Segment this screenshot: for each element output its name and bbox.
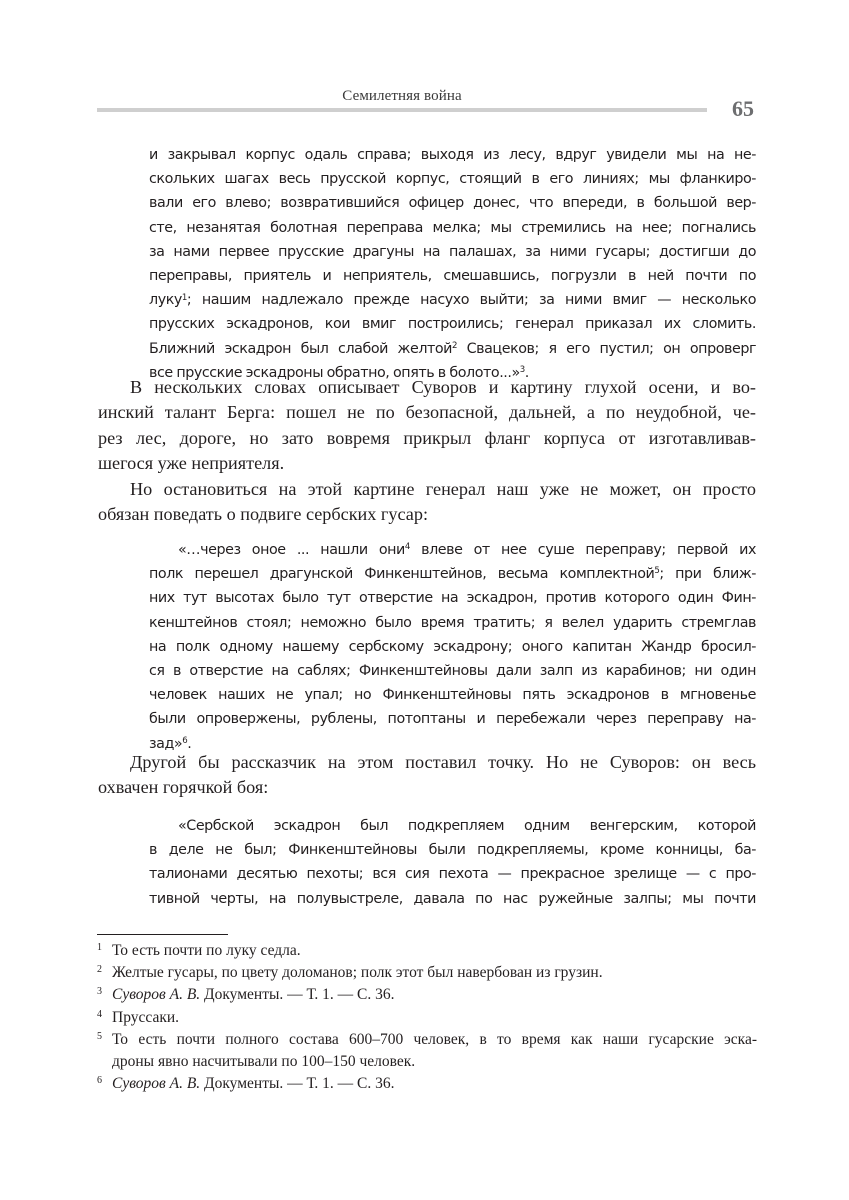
footnote-4 <box>97 1007 757 1029</box>
paragraph-line: обязан поведать о подвиге сербских гусар: <box>98 504 429 525</box>
footnote-number: 6 <box>97 1075 102 1087</box>
quote-line: на полк одному нашему сербскому эскадрону; оного капитан Жандр бросил- <box>149 638 756 655</box>
quote-line: вали его влево; возвратившийся офицер донес, что впереди, в большой вер- <box>149 195 756 212</box>
quote-line: прусских эскадронов, кои вмиг построились; генерал приказал их сломить. <box>149 316 756 333</box>
paragraph-line: В нескольких словах описывает Суворов и картину глухой осени, и во- <box>130 377 756 397</box>
quote-line: переправы, приятель и неприятель, смешавшись, погрузли в ней почти по <box>149 268 756 285</box>
footnote-number: 5 <box>97 1030 102 1042</box>
footnote-text: То есть почти полного состава 600–700 человек, в то время как наши гусарские эска- <box>112 1030 757 1048</box>
quote-line: кенштейнов стоял; неможно было время тратить; я велел ударить стремглав <box>149 614 756 631</box>
footnote-author: Суворов А. В. <box>112 1075 201 1093</box>
footnote-5 <box>97 1029 757 1073</box>
quote-line: тивной черты, на полувыстреле, давала по нас ружейные залпы; мы почти <box>149 890 756 907</box>
quote-line: «Сербской эскадрон был подкрепляем одним венгерским, которой <box>178 818 756 834</box>
footnote-1 <box>97 940 757 962</box>
quote-line: них тут высотах было тут отверстие на эскадрон, против которого один Фин- <box>149 590 756 607</box>
footnotes <box>97 940 757 1095</box>
footnote-marker[interactable]: 4 <box>404 542 410 553</box>
footnote-text <box>112 1073 757 1095</box>
quote-line: ся в отверстие на саблях; Финкенштейновы дали залп из карабинов; ни один <box>149 663 756 680</box>
footnote-number: 4 <box>97 1008 102 1020</box>
quote-line: «…через оное ... нашли они$^4$ влеве от нее суше переправу; первой их <box>178 542 756 558</box>
footnote-marker[interactable]: 3 <box>519 365 525 376</box>
footnote-number: 3 <box>97 986 102 998</box>
footnote-marker[interactable]: 5 <box>654 566 660 577</box>
footnote-marker[interactable]: 1 <box>181 292 187 303</box>
footnote-number: 1 <box>97 942 102 953</box>
footnote-citation: Документы. — Т. 1. — С. 36. <box>200 1075 395 1093</box>
footnote-text: То есть почти по луку седла. <box>112 942 301 959</box>
quote-line: человек наших не упал; но Финкенштейновы пять эскадронов в мгновенье <box>149 687 756 704</box>
quote-line: Ближний эскадрон был слабой желтой$^2$ Свацеков; я его пустил; он опроверг <box>149 340 757 357</box>
footnote-number: 2 <box>97 964 102 976</box>
footnote-author: Суворов А. В. <box>112 986 201 1004</box>
quote-line: луку$^1$; нашим надлежало прежде насухо выйти; за ними вмиг — несколько <box>149 292 756 309</box>
quote-line: все прусские эскадроны обратно, опять в болото...»$^3$. <box>149 364 529 381</box>
footnote-text: дроны явно насчитывали по 100–150 человек. <box>112 1053 416 1071</box>
page-number: 65 <box>732 96 754 121</box>
quote-line: талионами десятью пехоты; вся сия пехота — прекрасное зрелище — с про- <box>149 866 756 883</box>
quote-line: были опровержены, рублены, потоптаны и перебежали через переправу на- <box>149 711 756 728</box>
paragraph-2 <box>98 477 756 528</box>
footnote-marker[interactable]: 2 <box>452 340 458 351</box>
paragraph-line: охвачен горячкой боя: <box>98 777 269 798</box>
paragraph-line: рез лес, дороге, но зато вовремя прикрыл фланг корпуса от изготавливав- <box>98 427 756 448</box>
quote-line: за нами первее прусские драгуны на палашах, за ними гусары; достигши до <box>149 243 756 260</box>
header-rule <box>97 108 707 112</box>
paragraph-line: Другой бы рассказчик на этом поставил точку. Но не Суворов: он весь <box>130 752 756 772</box>
quote-line: и закрывал корпус одаль справа; выходя из лесу, вдруг увидели мы на не- <box>149 147 756 163</box>
footnote-text: Пруссаки. <box>112 1008 180 1026</box>
quote-line: в деле не был; Финкенштейновы были подкрепляемы, кроме конницы, ба- <box>149 842 756 859</box>
quote-block-2 <box>149 538 756 756</box>
footnote-6 <box>97 1073 757 1095</box>
quote-line: полк перешел драгунской Финкенштейнов, весьма комплектной$^5$; при ближ- <box>149 566 756 583</box>
quote-block-1 <box>149 143 756 385</box>
quote-line: сте, незанятая болотная переправа мелка; мы стремились на нее; погнались <box>149 219 756 236</box>
paragraph-3 <box>98 750 756 801</box>
footnote-separator <box>97 934 228 935</box>
footnote-3 <box>97 984 757 1006</box>
quote-line: зад»$^6$. <box>149 735 192 752</box>
paragraph-line: Но остановиться на этой картине генерал наш уже не может, он просто <box>130 479 756 499</box>
paragraph-line: инский талант Берга: пошел не по безопасной, дальней, а по неудобной, че- <box>98 402 756 423</box>
quote-block-3 <box>149 814 756 911</box>
footnote-marker[interactable]: 6 <box>182 735 188 746</box>
running-head-title: Семилетняя война <box>342 88 462 104</box>
footnote-text: Желтые гусары, по цвету доломанов; полк этот был навербован из грузин. <box>112 964 603 982</box>
paragraph-line: шегося уже неприятеля. <box>98 453 285 474</box>
paragraph-1 <box>98 375 756 477</box>
footnote-2 <box>97 962 757 984</box>
quote-line: скольких шагах весь прусской корпус, стоящий в его линиях; мы фланкиро- <box>149 171 756 188</box>
footnote-text <box>112 984 757 1006</box>
footnote-citation: Документы. — Т. 1. — С. 36. <box>200 986 395 1004</box>
